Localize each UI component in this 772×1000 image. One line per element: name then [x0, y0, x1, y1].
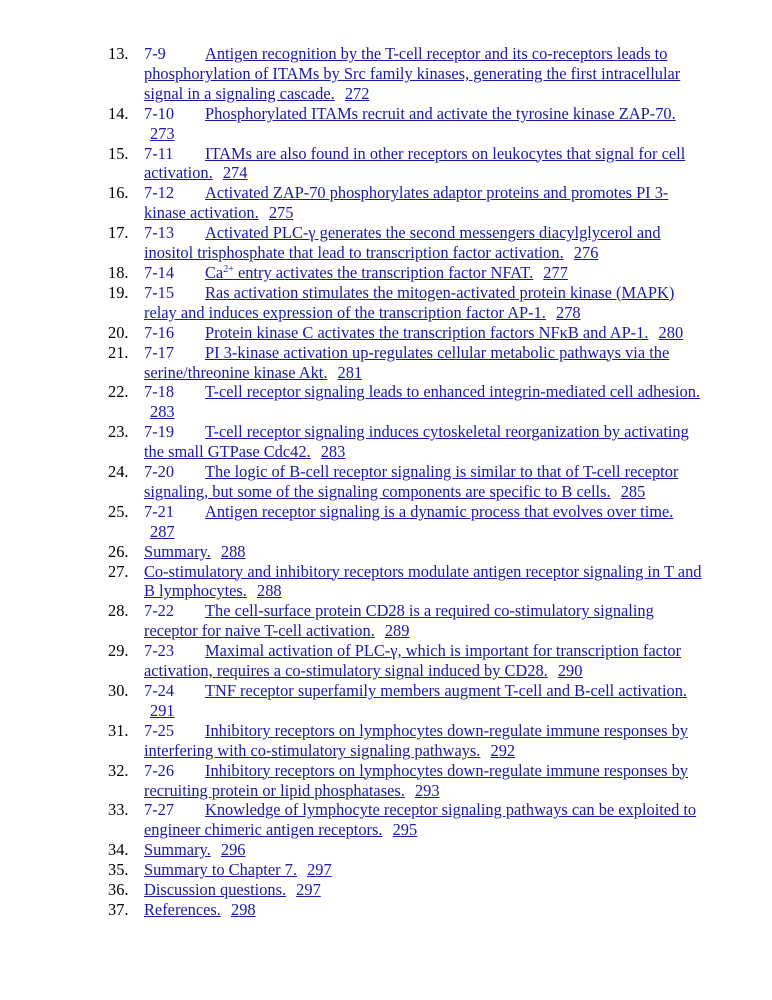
- toc-entry-link[interactable]: [144, 104, 676, 123]
- toc-entry-link[interactable]: [144, 880, 286, 899]
- section-title: Co-stimulatory and inhibitory receptors modulate antigen receptor signaling in T and B lymphocytes.: [144, 561, 702, 601]
- section-code: 7-22: [144, 601, 175, 621]
- toc-entry-link[interactable]: [144, 422, 689, 461]
- section-code: 7-12: [144, 183, 175, 203]
- toc-entry-link[interactable]: [144, 462, 678, 501]
- page-number-link[interactable]: 288: [257, 581, 282, 601]
- toc-entry: [0, 183, 772, 223]
- toc-entry-link[interactable]: [144, 681, 687, 700]
- section-title: Activated PLC-γ generates the second messengers diacylglycerol and inositol trisphosphate that lead to transcription factor activation.: [144, 223, 661, 263]
- toc-entry-number: 29.: [108, 641, 129, 661]
- toc-entry: [0, 721, 772, 761]
- page-number-link[interactable]: 278: [556, 302, 581, 322]
- page-number-link[interactable]: 297: [296, 880, 321, 900]
- section-title: Protein kinase C activates the transcription factors NFκB and AP-1.: [205, 322, 649, 342]
- toc-entry: [0, 502, 772, 542]
- section-title: Antigen receptor signaling is a dynamic process that evolves over time.: [205, 501, 674, 521]
- toc-entry: [0, 840, 772, 860]
- toc-entry: [0, 323, 772, 343]
- toc-entry: [0, 44, 772, 104]
- page-number-link[interactable]: 283: [150, 402, 175, 422]
- section-code: 7-17: [144, 342, 175, 362]
- page-number-link[interactable]: 292: [490, 740, 516, 760]
- page-number-link[interactable]: 289: [384, 621, 410, 641]
- section-title: Summary.: [144, 840, 211, 860]
- toc-entry-number: 35.: [108, 860, 129, 880]
- toc-entry: [0, 880, 772, 900]
- toc-entry-link[interactable]: [144, 183, 668, 222]
- toc-entry: [0, 422, 772, 462]
- page-number-link[interactable]: 285: [620, 481, 646, 501]
- section-code: 7-9: [144, 44, 166, 63]
- toc-entry-link[interactable]: [144, 800, 696, 839]
- page-number-link[interactable]: 296: [220, 840, 246, 860]
- section-title: TNF receptor superfamily members augment T-cell and B-cell activation.: [205, 681, 688, 700]
- toc-entry-number: 14.: [108, 103, 129, 123]
- section-code: 7-20: [144, 462, 175, 482]
- toc-entry-number: 15.: [108, 143, 129, 163]
- toc-entry-link[interactable]: [144, 900, 221, 919]
- toc-entry: [0, 641, 772, 681]
- toc-entry: [0, 223, 772, 263]
- toc-entry: [0, 144, 772, 184]
- page-number-link[interactable]: 280: [658, 322, 684, 342]
- toc-entry: [0, 263, 772, 283]
- section-title: Maximal activation of PLC-γ, which is important for transcription factor activation, requires a co-stimulatory signal induced by CD28.: [144, 641, 682, 681]
- section-code: 7-18: [144, 382, 175, 402]
- page-number-link[interactable]: 297: [307, 860, 332, 880]
- section-code: 7-16: [144, 322, 175, 342]
- section-title: Discussion questions.: [144, 880, 287, 900]
- toc-entry-number: 23.: [108, 422, 129, 442]
- section-title: Activated ZAP-70 phosphorylates adaptor proteins and promotes PI 3-kinase activation.: [144, 183, 669, 223]
- section-title: PI 3-kinase activation up-regulates cellular metabolic pathways via the serine/threonine kinase Akt.: [144, 342, 670, 382]
- section-code: 7-19: [144, 422, 175, 442]
- toc-entry-number: 36.: [108, 880, 129, 900]
- toc-entry: [0, 343, 772, 383]
- toc-entry: [0, 542, 772, 562]
- section-title: T-cell receptor signaling leads to enhanced integrin-mediated cell adhesion.: [205, 382, 701, 402]
- toc-entry: [0, 382, 772, 422]
- page-number-link[interactable]: 291: [150, 700, 175, 720]
- toc-entry-link[interactable]: [144, 283, 674, 322]
- page-number-link[interactable]: 274: [222, 163, 248, 183]
- toc-entry: [0, 860, 772, 880]
- toc-entry-link[interactable]: [144, 382, 700, 401]
- table-of-contents: [0, 44, 772, 920]
- toc-entry: [0, 761, 772, 801]
- toc-entry-number: 18.: [108, 262, 129, 282]
- page-number-link[interactable]: 273: [150, 123, 175, 143]
- toc-entry-link[interactable]: [144, 263, 533, 282]
- section-code: 7-24: [144, 681, 175, 700]
- section-code: 7-27: [144, 800, 175, 820]
- toc-entry-number: 17.: [108, 223, 129, 243]
- section-code: 7-14: [144, 262, 175, 282]
- page-number-link[interactable]: 298: [231, 899, 256, 919]
- page-number-link[interactable]: 281: [337, 362, 363, 382]
- section-title-suffix: entry activates the transcription factor NFAT.: [233, 262, 534, 282]
- section-title: The logic of B-cell receptor signaling is similar to that of T-cell receptor signaling, but some of the signaling components are specific to B cells.: [144, 462, 679, 501]
- section-code: 7-21: [144, 501, 175, 521]
- toc-entry-number: 13.: [108, 44, 129, 63]
- toc-entry-number: 33.: [108, 800, 129, 820]
- section-title: Knowledge of lymphocyte receptor signaling pathways can be exploited to engineer chimeric antigen receptors.: [144, 800, 697, 840]
- section-title: References.: [144, 899, 221, 919]
- section-title: Antigen recognition by the T-cell receptor and its co-receptors leads to phosphorylation of ITAMs by Src family kinases, generating the first intracellular signal in a signaling cascade.: [144, 44, 681, 103]
- toc-entry-number: 37.: [108, 899, 129, 919]
- toc-entry: [0, 900, 772, 920]
- toc-entry-number: 26.: [108, 541, 129, 561]
- toc-entry-link[interactable]: [144, 542, 211, 561]
- page-number-link[interactable]: 287: [150, 521, 175, 541]
- section-code: 7-11: [144, 143, 174, 163]
- page-number-link[interactable]: 283: [320, 442, 346, 462]
- toc-entry-link[interactable]: [144, 323, 648, 342]
- page-number-link[interactable]: 293: [414, 780, 440, 800]
- page-number-link[interactable]: 295: [392, 820, 418, 840]
- toc-entry: [0, 462, 772, 502]
- section-title-prefix: Ca: [205, 262, 224, 282]
- superscript-charge: 2+: [223, 263, 234, 275]
- toc-entry-number: 24.: [108, 462, 129, 482]
- page-number-link[interactable]: 272: [344, 83, 370, 103]
- section-title: The cell-surface protein CD28 is a required co-stimulatory signaling receptor for naive T-cell activation.: [144, 601, 654, 641]
- toc-entry-link[interactable]: [144, 641, 681, 680]
- section-title: Summary.: [144, 541, 211, 561]
- section-title: ITAMs are also found in other receptors on leukocytes that signal for cell activation.: [144, 143, 686, 183]
- toc-entry-link[interactable]: [144, 343, 669, 382]
- section-code: 7-26: [144, 760, 175, 780]
- toc-entry-link[interactable]: [144, 562, 701, 601]
- section-title: Ras activation stimulates the mitogen-activated protein kinase (MAPK) relay and induces expression of the transcription factor AP-1.: [144, 282, 675, 322]
- section-code: 7-25: [144, 720, 175, 740]
- toc-entry-number: 28.: [108, 601, 129, 621]
- toc-entry-link[interactable]: [144, 502, 673, 521]
- toc-entry: [0, 601, 772, 641]
- toc-entry-number: 30.: [108, 681, 129, 700]
- section-title: Inhibitory receptors on lymphocytes down-regulate immune responses by interfering with co-stimulatory signaling pathways.: [144, 720, 688, 760]
- toc-entry: [0, 681, 772, 721]
- toc-entry-link[interactable]: [144, 721, 688, 760]
- toc-entry-link[interactable]: [144, 840, 211, 859]
- toc-entry-number: 32.: [108, 760, 129, 780]
- toc-entry: [0, 283, 772, 323]
- toc-entry-number: 16.: [108, 183, 129, 203]
- toc-entry-link[interactable]: [144, 860, 297, 879]
- section-code: 7-13: [144, 223, 175, 243]
- toc-entry-number: 21.: [108, 342, 129, 362]
- toc-entry-number: 22.: [108, 382, 129, 402]
- toc-entry-link[interactable]: [144, 44, 680, 103]
- toc-entry-number: 34.: [108, 840, 129, 860]
- section-title: T-cell receptor signaling induces cytoskeletal reorganization by activating the small GTPase Cdc42.: [144, 422, 689, 462]
- toc-entry: [0, 800, 772, 840]
- toc-entry-number: 31.: [108, 720, 129, 740]
- page-number-link[interactable]: 288: [220, 541, 246, 561]
- page-number-link[interactable]: 276: [573, 243, 599, 263]
- section-title: Summary to Chapter 7.: [144, 860, 297, 880]
- toc-entry-number: 19.: [108, 282, 129, 302]
- section-code: 7-15: [144, 282, 175, 302]
- section-title: Phosphorylated ITAMs recruit and activate the tyrosine kinase ZAP-70.: [205, 103, 676, 123]
- section-code: 7-23: [144, 641, 175, 661]
- section-code: 7-10: [144, 103, 175, 123]
- toc-entry-number: 25.: [108, 501, 129, 521]
- toc-entry-number: 27.: [108, 561, 129, 581]
- section-title: Inhibitory receptors on lymphocytes down-regulate immune responses by recruiting protein or lipid phosphatases.: [144, 760, 688, 800]
- page-number-link[interactable]: 290: [557, 661, 583, 681]
- page-number-link[interactable]: 275: [268, 203, 294, 223]
- toc-entry-number: 20.: [108, 322, 129, 342]
- page-number-link[interactable]: 277: [543, 262, 568, 282]
- toc-entry: [0, 104, 772, 144]
- toc-entry: [0, 562, 772, 602]
